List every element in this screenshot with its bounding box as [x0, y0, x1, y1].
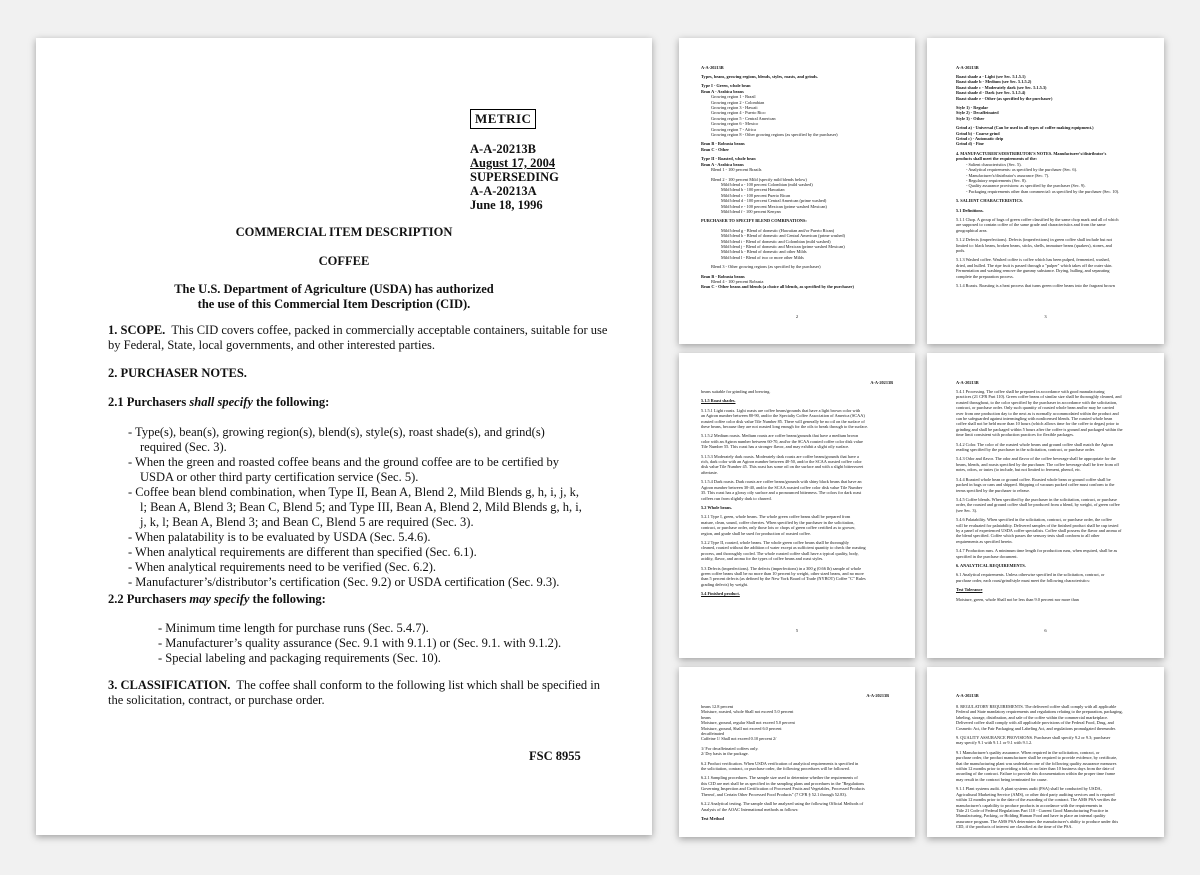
text-line: Growing region 6 - Mexico — [711, 121, 759, 127]
text-line: the solicitation, contract, or purchase order, the following procedures will be followed. — [701, 766, 850, 772]
text-line: Blend 1 - 100 percent Brazils — [711, 167, 762, 173]
text-line: grinding and shall be packaged within 5 hours after the coffee is ground and packaged within the — [956, 426, 1123, 432]
text-line: Roast shade e - Other (as specified by the purchaser) — [956, 95, 1053, 101]
text-line: - Salient characteristics (Sec. 5). — [966, 161, 1022, 167]
text-line: 9.1.1 Plant systems audit. A plant systems audit (PSA) shall be conducted by USDA, — [956, 786, 1102, 792]
document-page-6-thumbnail[interactable] — [927, 353, 1164, 658]
text-line: an Agtron number between 80-90, and/or the Specialty Coffee Association of America (SCAA) — [701, 413, 865, 419]
list-item: - When analytical requirements are different than specified (Sec. 6.1). — [128, 545, 477, 559]
page-header: A-A-20213B — [701, 65, 724, 70]
list-item: - When palatability is to be evaluated by USDA (Sec. 5.4.6). — [128, 530, 431, 544]
text-line: Mild blend d - 100 percent Central American (prime washed) — [721, 198, 827, 204]
text-line: purchase order, the product manufacturer shall be required to provide evidence, by certificate, — [956, 755, 1118, 761]
scope-section — [108, 323, 608, 353]
text-line: Type II - Roasted, whole bean — [701, 156, 756, 162]
text-line: Mild blend i - Blend of domestic and Colombian (mild washed) — [721, 238, 831, 244]
text-line: Style 3) - Other — [956, 115, 985, 121]
text-line: requirements as specified herein. — [956, 538, 1013, 544]
page-body — [956, 704, 1146, 830]
text-line: Mild blend a - 100 percent Colombian (mild washed) — [721, 181, 813, 187]
shall-specify-list — [128, 425, 588, 590]
text-line: Bean B - Robusta beans — [701, 141, 745, 147]
text-line: Mild blend b - 100 percent Hawaiian — [721, 187, 785, 193]
text-line: PURCHASER TO SPECIFY BLEND COMBINATIONS: — [701, 218, 807, 224]
document-page-2-thumbnail[interactable] — [679, 38, 915, 344]
text-line: Agtron number between 30-40, and/or the SCAA roasted coffee color disk value Tile Number — [701, 484, 863, 490]
text-line: 5.4.7 Production runs. A minimum time length for production runs, when required, shall be as — [956, 548, 1118, 554]
text-line: 6. ANALYTICAL REQUIREMENTS. — [956, 562, 1026, 568]
text-line: rich, dark color with an Agtron number between 40-50, and/or the SCAA roasted coffee color — [701, 459, 862, 465]
text-line: Grind b) - Coarse grind — [956, 130, 1000, 136]
page-header: A-A-20213B — [956, 693, 979, 698]
text-line: 5.4 Finished product. — [701, 591, 740, 597]
text-line: Blend 4 - 100 percent Robusta — [711, 279, 764, 284]
text-line: 5.1.5.2 Medium roasts. Medium roasts are coffee beans/grounds that have a medium brown — [701, 433, 859, 439]
text-line: Growing region 1 - Brazil — [711, 94, 756, 100]
text-line: Grind a) - Universal (Can be used in all types of coffee making equipment.) — [956, 125, 1094, 131]
text-line: 5.1.1 Chop. A group of bags of green coffee classified by the same chop mark and all of which — [956, 216, 1119, 222]
text-line: by a panel of experienced USDA coffee specialists. Coffee shall possess the flavor and aroma of — [956, 527, 1122, 533]
text-line: Mild blend e - 100 percent Mexican (prime washed Mexican) — [721, 203, 827, 209]
text-line: assurance program. The AMS PSA determines the manufacturer's ability to produce under this — [956, 818, 1119, 824]
text-line: Federal and State mandatory requirements and regulations relating to the preparation, packaging, — [956, 709, 1123, 715]
document-number-line: August 17, 2004 — [470, 156, 556, 170]
page-header: A-A-20213B — [956, 380, 979, 385]
document-number-line: A-A-20213A — [470, 184, 537, 198]
text-line: Style 2) - Decaffeinated — [956, 110, 999, 116]
text-line: Moisture, ground, regular Shall not exceed 5.0 percent — [701, 720, 795, 726]
text-line: 5.2 Whole beans. — [701, 504, 732, 510]
document-number-line: A-A-20213B — [470, 142, 536, 156]
text-line: decaffeinated — [701, 731, 725, 737]
text-line: coffee shall not be held more than 10 hours (which allows time for the coffee to degas) prior to — [956, 421, 1120, 427]
text-line: products shall meet the requirements of the: — [956, 156, 1037, 162]
text-line: Growing region 8 - Other growing regions (as specified by the purchaser) — [711, 132, 838, 138]
text-line: Growing region 7 - Africa — [711, 126, 756, 132]
text-line: color with an Agtron number between 60-70, and/or the SCAA roasted coffee color disk value — [701, 438, 863, 444]
text-line: roasted throughout, to the color specified by the purchaser in accordance with the solicitation, — [956, 399, 1118, 405]
text-line: Agricultural Marketing Service (AMS), or other third party auditing services and is required — [956, 791, 1115, 797]
text-line: Bean B - Robusta beans — [701, 273, 745, 279]
text-line: 5.1.5.4 Dark roasts. Dark roasts are coffee beans/grounds with shiny black beans that have an — [701, 479, 862, 485]
text-line: 5.1.5 Roast shades. — [701, 398, 736, 404]
text-line: - Quality assurance provisions: as specified by the purchaser (Sec. 9). — [966, 183, 1086, 189]
metric-label: METRIC — [470, 109, 536, 129]
may-specify-heading: 2.2 Purchasers may specify the following: — [108, 592, 326, 606]
page-body — [701, 389, 897, 597]
page-number: 6 — [1044, 628, 1047, 633]
text-line: specified in the purchase document. — [956, 553, 1018, 559]
text-line: Mild blend h - Blend of domestic and Central American (prime washed) — [721, 233, 845, 239]
may-specify-list — [158, 621, 618, 666]
text-line: 5.1.5.1 Light roasts. Light roasts are coffee beans/grounds that have a light brown color with — [701, 407, 861, 413]
page-header: A-A-20213B — [870, 380, 893, 385]
text-line: Analysis of the AOAC International methods as follows: — [701, 806, 799, 812]
text-line: 5. SALIENT CHARACTERISTICS. — [956, 198, 1024, 204]
text-line: 5.2.1 Type I, green, whole beans. The whole green coffee beans shall be prepared from — [701, 514, 851, 520]
shall-specify-heading: 2.1 Purchasers shall specify the following: — [108, 395, 330, 409]
text-line: may result in the contract being terminated for cause. — [956, 776, 1048, 782]
document-page-3-thumbnail[interactable] — [927, 38, 1164, 344]
text-line: within 12 months prior to providing a bid, or no later than 10 business days from the date of — [956, 766, 1115, 772]
document-page-7-thumbnail[interactable] — [679, 667, 915, 837]
text-line: may specify 9.1 with 9.1.1 or 9.1 with 9.1.2. — [956, 740, 1033, 746]
document-page-8-thumbnail[interactable] — [927, 667, 1164, 837]
text-line: 5.1 Definitions. — [956, 207, 984, 213]
text-line: Roast shade c - Moderately dark (see Sec. 5.1.5.3) — [956, 84, 1047, 90]
page-number: 3 — [1044, 314, 1047, 319]
text-line: Governing Inspection and Certification of Processed Fruits and Vegetables, Processed Products — [701, 786, 865, 792]
text-line: beans suitable for grinding and brewing. — [701, 389, 771, 394]
text-line: Thereof, and Certain Other Processed Food Products" (7 CFR § 52.1 through 52.83). — [701, 791, 847, 797]
text-line: Type I - Green, whole bean — [701, 83, 751, 89]
text-line: Caffeine 1/ Shall not exceed 0.10 percent 2/ — [701, 736, 777, 742]
text-line: 6.2.2 Analytical testing. The sample shall be analyzed using the following Official Methods of — [701, 801, 864, 807]
text-line: Tile Number 55. This roast has a stronger flavor, and may exhibit a slight oily surface. — [701, 444, 850, 450]
text-line: purchase order, each roast/grind/style must meet the following characteristics: — [956, 577, 1091, 583]
text-line: Moisture, green, whole Shall not be less than 9.0 percent nor more than — [956, 596, 1079, 602]
text-line: Mild blend c - 100 percent Puerto Rican — [721, 192, 791, 198]
list-item: - Coffee bean blend combination, when Type II, Bean A, Blend 2, Mild Blends g, h, i, j, k, l; Bean A, Blend 3; Bean C, Blend 5; and Type III, Bean A, Blend 2, Mild Blends g, h, i, j, k, l; Bean A, Blend 3; and Bean C, Blend 5 are required (Sec. 3). — [128, 485, 582, 529]
text-line: Moisture, ground, Shall not exceed 6.0 percent — [701, 725, 782, 731]
text-line: process, and thoroughly cooled. The whole roasted coffee shall have a typical quality, body, — [701, 550, 859, 556]
text-line: aftertaste. — [701, 469, 718, 475]
text-line: 5.4.4 Roasted whole bean or ground coffee. Roasted whole bean or ground coffee shall be — [956, 476, 1111, 482]
text-line: Title 21 Code of Federal Regulations Part 110 - Current Good Manufacturing Practice in — [956, 807, 1109, 813]
text-line: disk value Tile Number 45. This roast has some oil on the surface and with a slight bittersweet — [701, 464, 864, 470]
text-line: can be safeguarded against intermingling with nonlicensed blends. The roasted whole bean — [956, 416, 1113, 422]
list-item: - Minimum time length for purchase runs (Sec. 5.4.7). — [158, 621, 429, 635]
text-line: that the manufacturing plant was undertaken one of the following quality assurance measures — [956, 760, 1117, 766]
page-body — [956, 74, 1146, 288]
text-line: 6.2.1 Sampling procedures. The sample size used to determine whether the requirements of — [701, 775, 858, 781]
list-item: - Type(s), bean(s), growing region(s), blend(s), style(s), roast shade(s), and grind(s) required (Sec. 3). — [128, 425, 545, 454]
cid-title: COMMERCIAL ITEM DESCRIPTION — [235, 225, 453, 239]
text-line: Roast shade d - Dark (see Sec. 5.1.5.4) — [956, 90, 1026, 96]
authorization-line-1: The U.S. Department of Agriculture (USDA) has authorized — [174, 282, 494, 296]
text-line: will be evaluated for palatability. Delivered samples of the finished product shall be cup tested — [956, 522, 1119, 528]
text-line: Grind c) - Automatic drip — [956, 136, 1004, 142]
text-line: Roast shade a - Light (see Sec. 5.1.5.1) — [956, 74, 1026, 79]
classification-section — [108, 678, 608, 708]
text-line: 35. This roast has a glossy oily surface and a pronounced bitterness. The colors for dark roast — [701, 490, 862, 496]
list-item: - When the green and roasted coffee beans and the ground coffee are to be certified by USDA or other third party certification service (Sec. 5). — [128, 455, 560, 484]
text-line: Mild blend j - Blend of domestic and Mexican (prime washed Mexican) — [721, 243, 845, 249]
page-number: 2 — [795, 314, 799, 319]
text-line: 8. REGULATORY REQUIREMENTS. The delivered coffee shall comply with all applicable — [956, 704, 1117, 709]
text-line: beans — [701, 714, 711, 720]
text-line: practices (21 CFR Part 110). Green coffee beans of similar size shall be thoroughly cleaned, and — [956, 394, 1122, 400]
text-line: Mild blend l - Blend of two or more other Milds — [721, 254, 804, 260]
text-line: 5.4.5 Coffee blends. When specified by the purchaser in the solicitation, contract, or purchase — [956, 496, 1117, 502]
text-line: Test Tolerance — [956, 587, 983, 593]
text-line: 5.4.1 Processing. The coffee shall be prepared in accordance with good manufacturing — [956, 389, 1105, 394]
text-line: Bean A - Arabica beans — [701, 161, 744, 167]
text-line: packed in bags or cans and shipped. Shipping of vacuum packed coffee must conform to the — [956, 482, 1115, 488]
text-line: 2/ Dry basis in the package. — [701, 751, 749, 757]
text-line: 5.4.6 Palatability. When specified in the solicitation, contract, or purchase order, the coffee — [956, 517, 1112, 523]
text-line: 9. QUALITY ASSURANCE PROVISIONS. Purchaser shall specify 9.2 or 9.3; purchaser — [956, 735, 1111, 741]
text-line: mature, clean, sound, coffee cherries. When specified by the purchaser in the solicitation, — [701, 519, 855, 525]
list-item: - Manufacturer’s quality assurance (Sec. 9.1 with 9.1.1) or (Sec. 9.1. with 9.1.2). — [158, 636, 562, 650]
page-body — [701, 704, 897, 821]
text-line: - Regulatory requirements (Sec. 8). — [966, 177, 1027, 183]
text-line: 6.2 Product verification. When USDA verification of analytical requirements is specified in — [701, 760, 859, 766]
classification-heading: 3. CLASSIFICATION. — [108, 678, 231, 692]
text-line: grading defects) by weight. — [701, 581, 749, 587]
authorization-line-2: the use of this Commercial Item Description (CID). — [197, 297, 471, 311]
page-header: A-A-20213B — [866, 693, 889, 698]
text-line: 4. MANUFACTURER'S/DISTRIBUTOR'S NOTES. Manufacturer's/distributor's — [956, 150, 1107, 156]
text-line: 9.1 Manufacturer's quality assurance. When required in the solicitation, contract, or — [956, 749, 1100, 755]
text-line: within 12 months prior to the date of the awarding of the contract. The AMS PSA verifies the — [956, 797, 1117, 803]
text-line: contract, or purchase order. Only such quantity of roasted whole bean and/or may be carried — [956, 405, 1115, 411]
text-line: pods. — [956, 247, 966, 253]
document-number-line: SUPERSEDING — [470, 170, 559, 184]
text-line: Test Method — [701, 815, 724, 821]
page-header: A-A-20213B — [956, 65, 979, 70]
text-line: Grind d) - Fine — [956, 141, 984, 147]
text-line: 5.4.3 Odor and flavor. The odor and flavor of the coffee beverage shall be appropriate for the — [956, 456, 1116, 462]
text-line: 5.4.2 Color. The color of the roasted whole beans and ground coffee shall match the Agtron — [956, 441, 1114, 447]
classification-text: The coffee shall conform to the following list which shall be specified in the solicitation, contract, or purchase order. — [108, 678, 600, 707]
page-number: 5 — [795, 628, 799, 633]
list-item: - When analytical requirements need to be verified (Sec. 6.2). — [128, 560, 436, 574]
list-item: - Special labeling and packaging requirements (Sec. 10). — [158, 651, 441, 665]
text-line: terms specified by the purchaser to release. — [956, 487, 1031, 493]
text-line: awarding of the contract. Failure to provide this documentation within the proper time frame — [956, 771, 1116, 777]
text-line: labeling, storage, distribution, and sale of the coffee within the commercial marketplace. — [956, 714, 1109, 720]
text-line: dried, and hulled. The ripe fruit is passed through a "pulper" which takes off the outer skin. — [956, 262, 1113, 268]
text-line: complete the preparation process. — [956, 273, 1014, 279]
text-line: Growing region 2 - Colombian — [711, 99, 765, 105]
text-line: Bean A - Arabica beans — [701, 88, 744, 94]
text-line: geographical area. — [956, 227, 988, 233]
text-line: 6.1 Analytical requirements. Unless otherwise specified in the solicitation, contract, or — [956, 572, 1105, 578]
text-line: Mild blend k - Blend of domestic and other Milds — [721, 249, 807, 255]
text-line: notes, odors, or tastes (to include, but not limited to ferment, phenol, etc. — [956, 467, 1082, 473]
text-line: acidity, flavor, and aroma for the types of coffee beans and roast styles. — [701, 556, 824, 562]
text-line: Roast shade b - Medium (see Sec. 5.1.5.2) — [956, 79, 1032, 85]
page-body — [701, 74, 897, 290]
text-line: Cosmetic Act, the Fair Packaging and Labeling Act, and regulations promulgated thereunder. — [956, 725, 1116, 731]
text-line: Bean C - Other — [701, 146, 730, 152]
text-line: this CID are met shall be as specified in the sampling plans and procedures in the "Regulations — [701, 780, 865, 786]
text-line: region, and grade shall be used for production of roasted coffee. — [701, 530, 811, 536]
text-line: Mild blend f - 100 percent Kenyan — [721, 208, 781, 214]
text-line: Moisture, roasted, whole Shall not exceed 5.0 percent — [701, 709, 794, 715]
text-line: are supposed to contain coffee of the same grade and characteristics and from the same — [956, 222, 1106, 228]
text-line: - Analytical requirements: as specified by the purchaser (Sec. 6). — [966, 167, 1078, 173]
text-line: 5.1.5.3 Moderately dark roasts. Moderately dark roasts are coffee beans/grounds that have a — [701, 453, 859, 459]
text-line: - Packaging requirements other than commercial: as specified by the purchaser (Sec. 10). — [966, 188, 1120, 194]
fsc-code: FSC 8955 — [529, 749, 581, 763]
text-line: (see Sec. 3). — [956, 507, 977, 513]
document-page-5-thumbnail[interactable] — [679, 353, 915, 658]
text-line: 5.1.4 Roasts. Roasting is a heat process that turns green coffee beans into the fragrant brown — [956, 283, 1115, 288]
text-line: than 5 percent defects (as defined by the New York Board of Trade (NYBOT) Coffee "C" Rules — [701, 576, 866, 582]
text-line: 5.2.2 Type II, roasted, whole beans. The whole green coffee beans shall be thoroughly — [701, 539, 849, 545]
text-line: limited to: black beans, broken beans, sticks, shells, immature beans (quakers), stones, and — [956, 242, 1112, 248]
text-line: Fermentation and washing remove the gummy substance. Drying, hulling, and separating — [956, 268, 1110, 274]
text-line: manufacturer's capability to produce products in accordance with the requirements in — [956, 802, 1103, 808]
document-number-block — [470, 142, 559, 212]
scope-text: This CID covers coffee, packed in commercially acceptable containers, suitable for use by Federal, State, local governments, and other interested parties. — [108, 323, 608, 352]
text-line: 5.1.2 Defects (imperfections). Defects (imperfections) in green coffee shall include but not — [956, 237, 1112, 243]
text-line: Style 1) - Regular — [956, 105, 989, 111]
text-line: beans 12.8 percent — [701, 704, 734, 709]
text-line: Blend 2 - 100 percent Mild (specify mild blends below) — [711, 176, 807, 182]
document-page-1 — [36, 38, 652, 835]
text-line: cleaned, roasted without the addition of water except as sufficient quantity to check the roasting — [701, 545, 866, 551]
text-line: coffees run from slightly dark to charred. — [701, 495, 772, 501]
text-line: Growing region 5 - Central American — [711, 115, 776, 121]
text-line: Growing region 3 - Hawaii — [711, 105, 758, 111]
product-title: COFFEE — [318, 254, 370, 268]
text-line: time limit consistent with production practices for flexible packages. — [956, 432, 1075, 438]
text-line: contract, or purchase order, only those lots or chops of green coffee certified as to grower, — [701, 525, 856, 531]
text-line: order, the roasted and ground coffee shall be produced from a blend, by weight, of green coffee — [956, 502, 1120, 508]
text-line: Delivered coffee shall comply with all applicable provisions of the Federal Food, Drug, and — [956, 720, 1114, 726]
text-line: these beans, because they are not roasted long enough for the oils to break through to the surface. — [701, 424, 869, 430]
text-line: Types, beans, growing regions, blends, styles, roasts, and grinds. — [701, 74, 819, 79]
list-item: - Manufacturer’s/distributor’s certification (Sec. 9.2) or USDA certification (Sec. 9.3). — [128, 575, 560, 589]
scope-heading: 1. SCOPE. — [108, 323, 166, 337]
page-body — [956, 389, 1146, 602]
text-line: 1/ For decaffeinated coffees only. — [701, 745, 759, 751]
text-line: Mild blend g - Blend of domestic (Hawaiian and/or Puerto Rican) — [721, 227, 835, 233]
text-line: the blend specified. Coffee which passes the sensory tests shall conform to all other — [956, 533, 1100, 539]
text-line: roasted coffee color disk value Tile Number 85. There will generally be no oil on the surface of — [701, 418, 865, 424]
text-line: green coffee beans shall be no more than 10 percent by weight, other sized beans, and no more — [701, 570, 864, 576]
text-line: reading specified by the purchaser in the solicitation, contract, or purchase order. — [956, 447, 1095, 453]
text-line: over from one production day to the next as is normally accommodated within the product and — [956, 410, 1119, 416]
purchaser-notes-heading: 2. PURCHASER NOTES. — [108, 366, 247, 380]
text-line: 5.3 Defects (imperfections). The defects (imperfections) in a 300 g (0.66 lb) sample of whole — [701, 565, 862, 571]
text-line: beans, blends, and roasts specified by the purchaser. The coffee beverage shall be free from off — [956, 461, 1119, 467]
text-line: Growing region 4 - Puerto Rico — [711, 110, 766, 116]
document-number-line: June 18, 1996 — [470, 198, 543, 212]
text-line: CID, if the products of interest are classified at the time of the PSA. — [956, 824, 1073, 830]
text-line: Bean C - Other beans and blends (a choice all blends, as specified by the purchaser) — [701, 284, 854, 290]
text-line: - Manufacturer's/distributor's assurance (Sec. 7). — [966, 172, 1050, 178]
text-line: 5.1.3 Washed coffee. Washed coffee is coffee which has been pulped, fermented, washed, — [956, 257, 1110, 263]
text-line: Blend 3 - Other growing regions (as specified by the purchaser) — [711, 264, 821, 270]
text-line: Manufacturing, Packing, or Holding Human Food and have in place an internal quality — [956, 813, 1106, 819]
